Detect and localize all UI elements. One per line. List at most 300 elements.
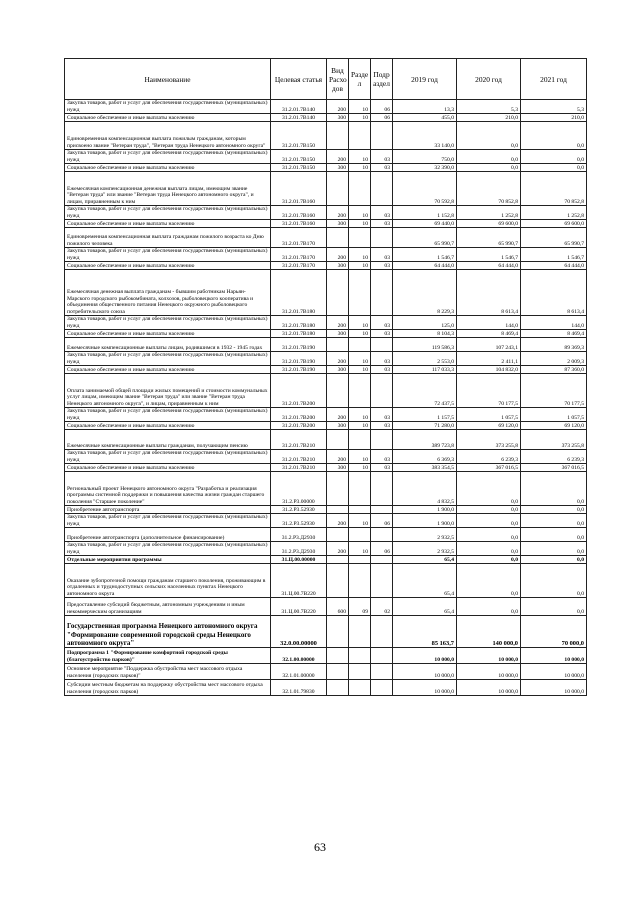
cell-vr [327,270,349,316]
cell-name: Закупка товаров, работ и услуг для обеспечения государственных (муниципальных) нужд [65,450,271,464]
cell-y2021: 0,0 [521,514,587,528]
cell-y2019: 71 280,0 [393,422,457,430]
cell-article: 31.2.01.7В170 [271,228,327,248]
cell-vr [327,374,349,408]
cell-name: Социальное обеспечение и иные выплаты населению [65,464,271,472]
cell-name: Оплата занимаемой общей площади жилых помещений и стоимости коммунальных услуг лицам, имеющим звание "Ветеран труда" или звание "Ветеран труда Ненецкого автономного округа", и лицам, приравненным к ним [65,374,271,408]
cell-y2021: 367 016,5 [521,464,587,472]
cell-vr [327,430,349,450]
cell-article: 32.1.00.00000 [271,648,327,664]
cell-article: 31.2.Р3.00000 [271,472,327,506]
cell-y2021: 5,3 [521,100,587,114]
cell-rz [349,664,371,680]
cell-rz [349,648,371,664]
cell-pr [371,270,393,316]
cell-y2020: 10 000,0 [457,648,521,664]
cell-vr [327,648,349,664]
cell-y2020: 0,0 [457,150,521,164]
cell-pr: 03 [371,206,393,220]
header-2020: 2020 год [457,59,521,100]
cell-pr: 03 [371,464,393,472]
cell-y2020: 367 016,5 [457,464,521,472]
cell-y2020: 0,0 [457,472,521,506]
cell-y2020: 6 239,3 [457,450,521,464]
cell-name: Субсидии местным бюджетам на поддержку обустройства мест массового отдыха населения (городских парков) [65,680,271,696]
cell-y2019: 750,0 [393,150,457,164]
cell-name: Предоставление субсидий бюджетным, автономным учреждениям и иным некоммерческим организациям [65,598,271,616]
cell-name: Единовременная компенсационная выплата пожилым гражданам, которым присвоено звание "Ветеран труда", "Ветеран труда Ненецкого автономного округа" [65,122,271,150]
cell-vr: 300 [327,330,349,338]
cell-pr [371,172,393,206]
cell-y2019: 65 990,7 [393,228,457,248]
cell-y2021: 0,0 [521,122,587,150]
table-row [65,450,587,464]
table-row [65,472,587,506]
cell-pr: 02 [371,598,393,616]
cell-rz [349,270,371,316]
cell-article: 31.2.01.7В200 [271,374,327,408]
cell-y2020: 1 252,8 [457,206,521,220]
cell-y2020: 5,3 [457,100,521,114]
header-exptype: Вид Расхо дов [327,59,349,100]
table-row [65,506,587,514]
cell-vr: 200 [327,408,349,422]
cell-name: Отдельные мероприятия программы [65,556,271,564]
cell-article: 31.2.01.7В210 [271,450,327,464]
table-row [65,408,587,422]
cell-name: Социальное обеспечение и иные выплаты населению [65,220,271,228]
cell-y2019: 1 900,0 [393,514,457,528]
cell-article: 31.2.01.7В170 [271,262,327,270]
cell-pr [371,122,393,150]
cell-pr [371,472,393,506]
cell-rz: 10 [349,100,371,114]
cell-y2020: 70 852,8 [457,172,521,206]
cell-pr: 06 [371,114,393,122]
cell-pr: 03 [371,366,393,374]
cell-y2019: 1 546,7 [393,248,457,262]
table-row [65,542,587,556]
cell-vr [327,664,349,680]
cell-y2020: 0,0 [457,164,521,172]
cell-y2021: 0,0 [521,506,587,514]
cell-rz: 10 [349,422,371,430]
cell-rz [349,172,371,206]
cell-name: Единовременная компенсационная выплата гражданам пожилого возраста ко Дню пожилого человека [65,228,271,248]
cell-article: 31.2.Р3.Д2930 [271,542,327,556]
cell-y2019: 2 553,0 [393,352,457,366]
cell-vr: 200 [327,514,349,528]
cell-y2021: 6 239,3 [521,450,587,464]
cell-name: Социальное обеспечение и иные выплаты населению [65,422,271,430]
cell-article: 31.2.01.7В140 [271,100,327,114]
cell-y2021: 64 444,0 [521,262,587,270]
cell-vr: 200 [327,100,349,114]
cell-y2020: 0,0 [457,506,521,514]
cell-pr: 03 [371,220,393,228]
cell-name: Закупка товаров, работ и услуг для обеспечения государственных (муниципальных) нужд [65,352,271,366]
cell-rz: 10 [349,164,371,172]
table-row [65,172,587,206]
table-row [65,664,587,680]
cell-pr [371,528,393,542]
cell-y2020: 70 177,5 [457,374,521,408]
cell-y2021: 0,0 [521,598,587,616]
cell-y2021: 69 120,0 [521,422,587,430]
cell-name: Приобретение автотранспорта [65,506,271,514]
table-row [65,220,587,228]
cell-pr [371,374,393,408]
cell-name: Закупка товаров, работ и услуг для обеспечения государственных (муниципальных) нужд [65,150,271,164]
cell-pr: 03 [371,422,393,430]
cell-rz: 10 [349,450,371,464]
cell-name: Социальное обеспечение и иные выплаты населению [65,330,271,338]
cell-name: Ежемесячная денежная выплата гражданам - бывшим работникам Нарьян-Марского городского рыбокомбината, колхозов, рыболовецкого кооператива и объединения общественного питания Ненецкого окружного рыболовецкого потребительского союза [65,270,271,316]
cell-rz: 10 [349,464,371,472]
cell-article: 32.1.01.79830 [271,680,327,696]
cell-article: 31.2.01.7В150 [271,122,327,150]
cell-name: Ежемесячные компенсационные выплаты лицам, родившимся в 1932 - 1945 годах [65,338,271,352]
cell-y2020: 69 600,0 [457,220,521,228]
cell-vr [327,556,349,564]
table-row [65,464,587,472]
cell-rz [349,338,371,352]
table-row [65,338,587,352]
table-row [65,366,587,374]
cell-name: Закупка товаров, работ и услуг для обеспечения государственных (муниципальных) нужд [65,408,271,422]
cell-pr [371,556,393,564]
table-row [65,164,587,172]
cell-y2020: 210,0 [457,114,521,122]
cell-name: Ежемесячные компенсационные выплаты гражданам, получающим пенсию [65,430,271,450]
cell-y2021: 0,0 [521,472,587,506]
cell-vr: 300 [327,422,349,430]
cell-vr: 200 [327,450,349,464]
cell-name: Подпрограмма 1 "Формирование комфортной городской среды (благоустройство парков)" [65,648,271,664]
cell-y2021: 10 000,0 [521,680,587,696]
cell-y2021: 89 369,3 [521,338,587,352]
cell-y2019: 6 369,3 [393,450,457,464]
header-article: Целевая статья [271,59,327,100]
page-number: 63 [314,840,326,854]
cell-article: 31.2.01.7В180 [271,270,327,316]
cell-rz: 10 [349,114,371,122]
header-subsection: Подр аздел [371,59,393,100]
cell-y2020: 64 444,0 [457,262,521,270]
cell-y2019: 65,4 [393,564,457,598]
cell-rz: 10 [349,248,371,262]
cell-article: 31.2.Р3.52930 [271,514,327,528]
cell-pr [371,430,393,450]
budget-table [64,58,587,696]
table-row [65,330,587,338]
table-row [65,270,587,316]
cell-y2020: 65 990,7 [457,228,521,248]
cell-vr: 200 [327,248,349,262]
cell-y2021: 10 000,0 [521,664,587,680]
cell-article: 31.2.01.7В180 [271,316,327,330]
cell-vr [327,616,349,648]
cell-y2021: 1 057,5 [521,408,587,422]
cell-y2019: 64 444,0 [393,262,457,270]
table-row [65,248,587,262]
cell-name: Закупка товаров, работ и услуг для обеспечения государственных (муниципальных) нужд [65,316,271,330]
table-row [65,430,587,450]
cell-y2021: 8 469,4 [521,330,587,338]
cell-article: 31.2.01.7В160 [271,172,327,206]
cell-rz: 10 [349,220,371,228]
cell-rz [349,122,371,150]
cell-name: Закупка товаров, работ и услуг для обеспечения государственных (муниципальных) нужд [65,542,271,556]
cell-y2019: 33 140,0 [393,122,457,150]
cell-y2019: 70 592,8 [393,172,457,206]
cell-y2019: 455,0 [393,114,457,122]
table-row [65,150,587,164]
cell-y2019: 69 440,0 [393,220,457,228]
cell-name: Социальное обеспечение и иные выплаты населению [65,114,271,122]
cell-rz [349,228,371,248]
cell-article: 31.2.01.7В150 [271,150,327,164]
cell-rz: 10 [349,408,371,422]
cell-name: Закупка товаров, работ и услуг для обеспечения государственных (муниципальных) нужд [65,100,271,114]
table-row [65,262,587,270]
cell-y2019: 4 832,5 [393,472,457,506]
cell-y2019: 389 723,8 [393,430,457,450]
cell-article: 31.Ц.00.00000 [271,556,327,564]
cell-rz [349,680,371,696]
cell-y2019: 1 157,5 [393,408,457,422]
cell-y2021: 0,0 [521,556,587,564]
table-row [65,100,587,114]
cell-y2019: 10 000,0 [393,664,457,680]
cell-y2020: 8 613,4 [457,270,521,316]
cell-y2019: 8 104,3 [393,330,457,338]
cell-vr [327,680,349,696]
cell-pr [371,506,393,514]
cell-y2019: 1 152,8 [393,206,457,220]
cell-y2019: 10 000,0 [393,648,457,664]
cell-article: 31.2.01.7В190 [271,352,327,366]
budget-table-page [64,58,586,696]
cell-vr: 200 [327,206,349,220]
cell-y2021: 0,0 [521,164,587,172]
cell-vr [327,472,349,506]
cell-y2019: 72 437,5 [393,374,457,408]
cell-vr: 300 [327,114,349,122]
cell-y2021: 210,0 [521,114,587,122]
cell-y2021: 1 252,8 [521,206,587,220]
cell-vr [327,172,349,206]
cell-vr: 300 [327,464,349,472]
cell-rz: 10 [349,262,371,270]
cell-article: 31.2.Р3.Д2930 [271,528,327,542]
cell-y2020: 373 255,8 [457,430,521,450]
header-name: Наименование [65,59,271,100]
table-row [65,616,587,648]
cell-y2019: 125,0 [393,316,457,330]
cell-y2019: 119 586,3 [393,338,457,352]
cell-article: 32.0.00.00000 [271,616,327,648]
cell-pr [371,616,393,648]
cell-article: 31.2.01.7В150 [271,164,327,172]
cell-pr: 06 [371,542,393,556]
cell-y2020: 0,0 [457,542,521,556]
cell-article: 31.2.01.7В140 [271,114,327,122]
table-row [65,528,587,542]
cell-rz: 10 [349,514,371,528]
cell-rz [349,472,371,506]
cell-y2020: 69 120,0 [457,422,521,430]
cell-y2019: 10 000,0 [393,680,457,696]
cell-vr: 300 [327,366,349,374]
cell-y2020: 144,0 [457,316,521,330]
table-row [65,514,587,528]
cell-article: 31.2.01.7В210 [271,464,327,472]
cell-y2021: 0,0 [521,528,587,542]
table-row [65,680,587,696]
cell-vr: 300 [327,220,349,228]
cell-y2021: 87 360,0 [521,366,587,374]
cell-pr [371,648,393,664]
cell-y2019: 32 390,0 [393,164,457,172]
cell-y2021: 8 613,4 [521,270,587,316]
cell-article: 31.Ц.00.7В220 [271,598,327,616]
cell-name: Закупка товаров, работ и услуг для обеспечения государственных (муниципальных) нужд [65,206,271,220]
table-row [65,422,587,430]
cell-pr: 03 [371,352,393,366]
cell-article: 31.2.01.7В200 [271,408,327,422]
cell-y2019: 65,4 [393,598,457,616]
cell-pr [371,338,393,352]
cell-y2020: 140 000,0 [457,616,521,648]
table-row [65,598,587,616]
cell-y2020: 0,0 [457,122,521,150]
cell-rz [349,528,371,542]
cell-y2019: 85 163,7 [393,616,457,648]
cell-name: Оказание зубопротезной помощи гражданам старшего поколения, проживающим в отдаленных и труднодоступных сельских населенных пунктах Ненецкого автономного округа [65,564,271,598]
cell-vr [327,506,349,514]
cell-vr [327,228,349,248]
cell-rz: 10 [349,316,371,330]
cell-vr: 200 [327,542,349,556]
cell-y2021: 0,0 [521,564,587,598]
cell-y2019: 383 354,5 [393,464,457,472]
cell-article: 31.2.01.7В160 [271,220,327,228]
cell-rz: 10 [349,150,371,164]
cell-vr [327,528,349,542]
cell-name: Закупка товаров, работ и услуг для обеспечения государственных (муниципальных) нужд [65,514,271,528]
header-2021: 2021 год [521,59,587,100]
cell-pr: 03 [371,408,393,422]
cell-y2019: 2 932,5 [393,542,457,556]
cell-name: Социальное обеспечение и иные выплаты населению [65,262,271,270]
cell-name: Приобретение автотранспорта (дополнительное финансирование) [65,528,271,542]
cell-pr: 03 [371,450,393,464]
cell-name: Государственная программа Ненецкого автономного округа "Формирование современной городской среды Ненецкого автономного округа" [65,616,271,648]
cell-y2020: 1 057,5 [457,408,521,422]
table-row [65,114,587,122]
cell-y2020: 10 000,0 [457,680,521,696]
cell-y2021: 0,0 [521,542,587,556]
cell-pr [371,228,393,248]
cell-y2021: 0,0 [521,150,587,164]
cell-article: 31.Ц.00.7В220 [271,564,327,598]
cell-y2020: 10 000,0 [457,664,521,680]
cell-vr [327,122,349,150]
cell-name: Социальное обеспечение и иные выплаты населению [65,366,271,374]
cell-vr: 200 [327,150,349,164]
cell-rz: 10 [349,330,371,338]
cell-y2020: 0,0 [457,528,521,542]
cell-article: 32.1.01.00000 [271,664,327,680]
cell-article: 31.2.01.7В170 [271,248,327,262]
cell-article: 31.2.Р3.52930 [271,506,327,514]
cell-y2019: 13,3 [393,100,457,114]
cell-article: 31.2.01.7В210 [271,430,327,450]
cell-vr: 300 [327,164,349,172]
cell-pr [371,564,393,598]
cell-y2021: 70 000,0 [521,616,587,648]
cell-article: 31.2.01.7В200 [271,422,327,430]
table-row [65,556,587,564]
cell-y2019: 117 033,3 [393,366,457,374]
cell-rz [349,564,371,598]
cell-y2020: 8 469,4 [457,330,521,338]
cell-pr [371,664,393,680]
cell-y2021: 1 546,7 [521,248,587,262]
table-row [65,206,587,220]
cell-rz: 10 [349,366,371,374]
cell-rz: 10 [349,352,371,366]
cell-y2020: 1 546,7 [457,248,521,262]
table-row [65,122,587,150]
cell-article: 31.2.01.7В190 [271,338,327,352]
table-row [65,316,587,330]
cell-name: Основное мероприятие "Поддержка обустройства мест массового отдыха населения (городских парков)" [65,664,271,680]
table-header-row [65,59,587,100]
cell-name: Ежемесячная компенсационная денежная выплата лицам, имеющим звание "Ветеран труда" или звание "Ветеран труда Ненецкого автономного округа", и лицам, приравненным к ним [65,172,271,206]
cell-y2021: 144,0 [521,316,587,330]
cell-vr [327,338,349,352]
table-row [65,374,587,408]
table-row [65,352,587,366]
cell-vr: 300 [327,262,349,270]
cell-vr: 600 [327,598,349,616]
header-section: Разде л [349,59,371,100]
table-row [65,228,587,248]
cell-y2021: 373 255,8 [521,430,587,450]
cell-name: Социальное обеспечение и иные выплаты населению [65,164,271,172]
cell-y2021: 70 177,5 [521,374,587,408]
cell-y2020: 0,0 [457,514,521,528]
cell-rz: 10 [349,542,371,556]
cell-article: 31.2.01.7В180 [271,330,327,338]
table-row [65,564,587,598]
cell-y2021: 10 000,0 [521,648,587,664]
cell-article: 31.2.01.7В190 [271,366,327,374]
cell-rz: 10 [349,206,371,220]
cell-vr [327,564,349,598]
cell-rz: 09 [349,598,371,616]
table-row [65,648,587,664]
cell-y2019: 1 900,0 [393,506,457,514]
cell-y2019: 2 932,5 [393,528,457,542]
cell-pr: 03 [371,262,393,270]
cell-y2020: 0,0 [457,598,521,616]
cell-rz [349,556,371,564]
cell-pr: 03 [371,150,393,164]
cell-y2021: 65 990,7 [521,228,587,248]
